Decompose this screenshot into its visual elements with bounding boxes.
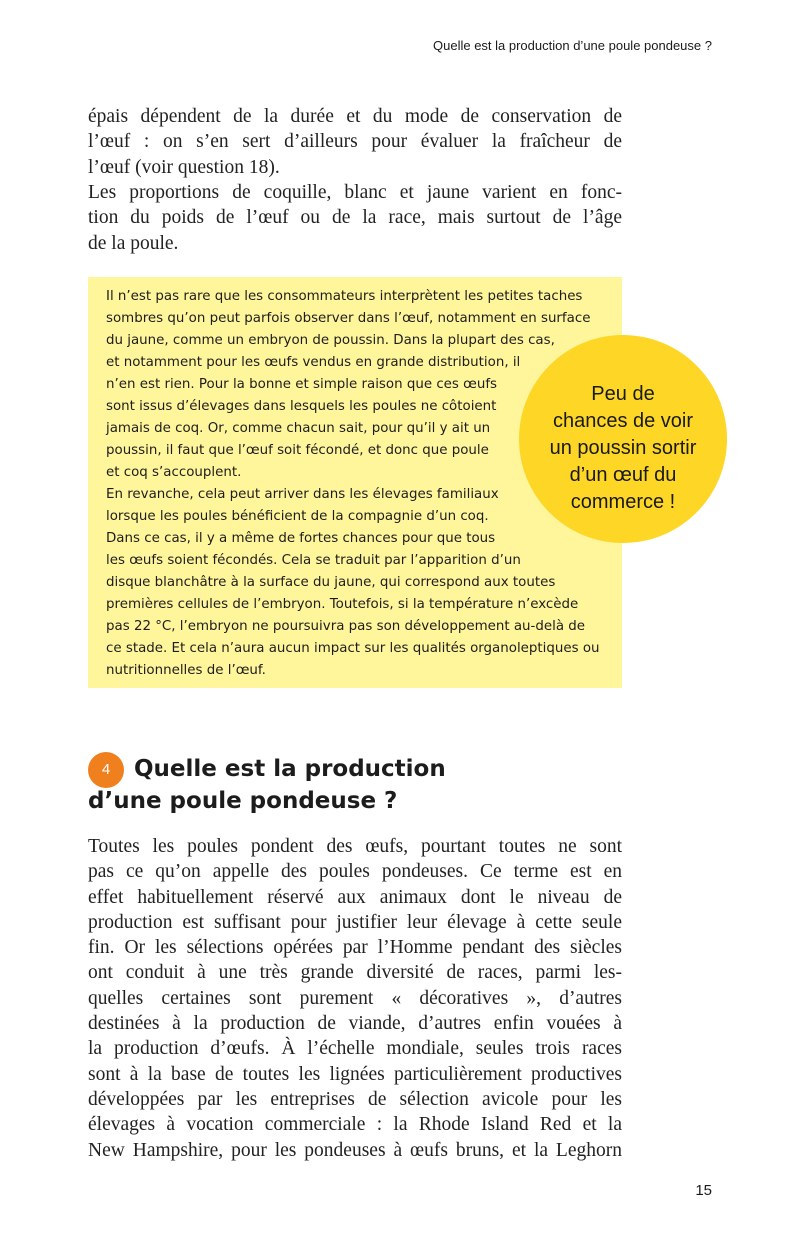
box-line: pas 22 °C, l’embryon ne poursuivra pas son développement au-delà de [106,619,586,634]
box-line: En revanche, cela peut arriver dans les élevages familiaux [106,487,499,502]
text-line: de la poule. [88,232,179,254]
box-line: nutritionnelles de l’œuf. [106,663,266,678]
box-line: sont issus d’élevages dans lesquels les poules ne côtoient [106,399,497,414]
running-head: Quelle est la production d’une poule pondeuse ? [433,38,712,53]
text-line: fin. Or les sélections opérées par l’Homme pendant des siècles [88,937,622,959]
text-line: développées par les entreprises de sélection avicole pour les [88,1088,622,1110]
box-line: et notamment pour les œufs vendus en grande distribution, il [106,355,521,370]
text-line: production est suffisant pour justifier leur élevage à cette seule [88,911,622,933]
text-line: Toutes les poules pondent des œufs, pourtant toutes ne sont [88,836,622,857]
text-line: quelles certaines sont purement « décoratives », d’autres [88,987,622,1009]
box-line: les œufs soient fécondés. Cela se traduit par l’apparition d’un [106,553,521,568]
box-line: Dans ce cas, il y a même de fortes chances pour que tous [106,531,496,546]
callout-line: un poussin sortir [549,437,697,459]
question-title [88,753,628,817]
intro-paragraph-2 [88,180,622,256]
page-number: 15 [695,1182,712,1199]
text-line: l’œuf : on s’en sert d’ailleurs pour évaluer la fraîcheur de [88,131,622,153]
text-line: tion du poids de l’œuf ou de la race, mais surtout de l’âge [88,207,622,229]
box-line: du jaune, comme un embryon de poussin. Dans la plupart des cas, [106,333,555,348]
text-line: épais dépendent de la durée et du mode de conservation de [88,106,622,127]
text-line: New Hampshire, pour les pondeuses à œufs bruns, et la Leghorn [88,1139,622,1161]
text-line: sont à la base de toutes les lignées particulièrement productives [88,1063,622,1085]
box-line: Il n’est pas rare que les consommateurs interprètent les petites taches [106,289,583,304]
box-line: jamais de coq. Or, comme chacun sait, pour qu’il y ait un [106,421,491,436]
text-line: l’œuf (voir question 18). [88,156,280,178]
title-line: d’une poule pondeuse ? [88,788,398,814]
callout-line: d’un œuf du [569,464,677,486]
text-line: ont conduit à une très grande diversité de races, parmi les- [88,962,622,984]
text-line: élevages à vocation commerciale : la Rhode Island Red et la [88,1114,622,1136]
box-line: premières cellules de l’embryon. Toutefois, si la température n’excède [106,597,579,612]
callout-line: Peu de [591,383,655,405]
box-line: sombres qu’on peut parfois observer dans l’œuf, notamment en surface [106,311,591,326]
callout-text [519,381,727,516]
text-line: effet habituellement réservé aux animaux dont le niveau de [88,886,622,908]
box-line: poussin, il faut que l’œuf soit fécondé, et donc que poule [106,443,489,458]
box-line: disque blanchâtre à la surface du jaune, qui correspond aux toutes [106,575,556,590]
question-number-badge: 4 [88,752,124,788]
callout-line: commerce ! [570,491,676,513]
box-line: lorsque les poules bénéficient de la compagnie d’un coq. [106,509,489,524]
box-line: ce stade. Et cela n’aura aucun impact sur les qualités organoleptiques ou [106,641,600,656]
box-line: et coq s’accouplent. [106,465,242,480]
box-line: n’en est rien. Pour la bonne et simple raison que ces œufs [106,377,498,392]
intro-paragraph-1 [88,104,622,180]
body-paragraph [88,834,622,1163]
callout-line: chances de voir [552,410,694,432]
text-line: destinées à la production de viande, d’autres enfin vouées à [88,1013,622,1035]
text-line: Les proportions de coquille, blanc et jaune varient en fonc- [88,182,622,203]
text-line: pas ce qu’on appelle des poules pondeuses. Ce terme est en [88,861,622,883]
text-line: la production d’œufs. À l’échelle mondiale, seules trois races [88,1038,622,1060]
title-line: Quelle est la production [134,756,446,782]
